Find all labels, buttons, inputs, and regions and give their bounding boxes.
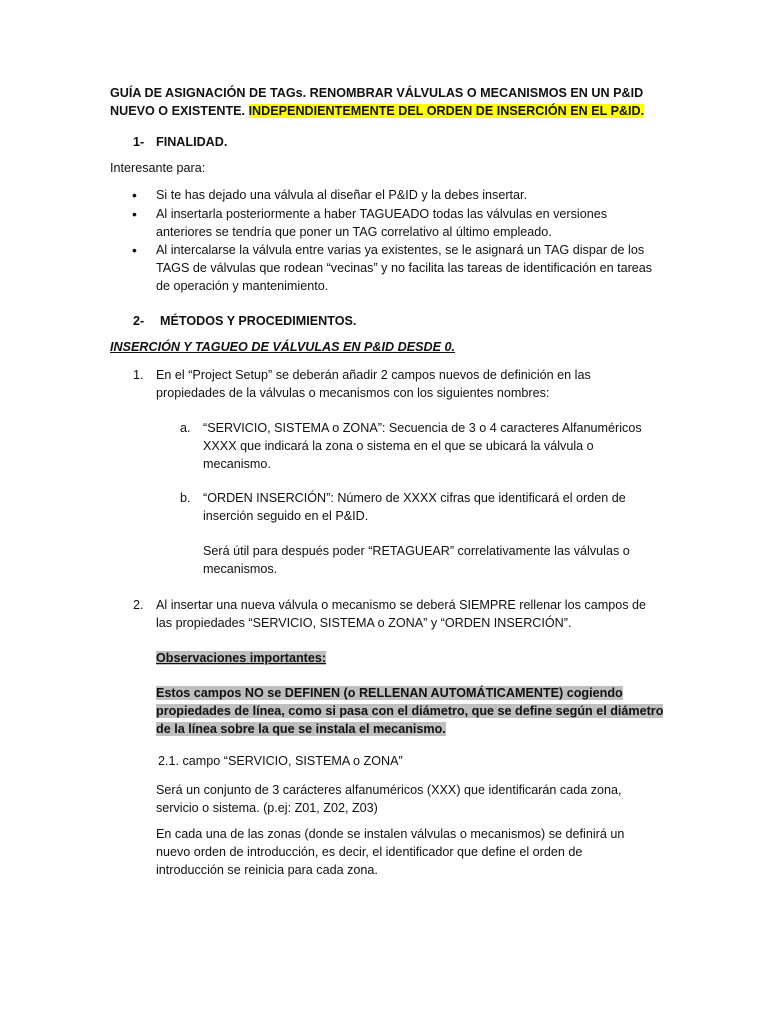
item-b-note: Será útil para después poder “RETAGUEAR” correlativamente las válvulas o mecanismos. (203, 544, 630, 576)
list-item: Si te has dejado una válvula al diseñar el P&ID y la debes insertar. (156, 188, 528, 202)
subheading-insercion: INSERCIÓN Y TAGUEO DE VÁLVULAS EN P&ID DESDE 0. (110, 340, 455, 354)
item-b-letter: b. (180, 491, 191, 505)
item-b-text: “ORDEN INSERCIÓN”: Número de XXXX cifras que identificará el orden de inserción seguido en el P&ID. (203, 491, 626, 523)
item2-number: 2. (133, 598, 144, 612)
bullet-icon: • (132, 206, 137, 222)
item1-number: 1. (133, 368, 144, 382)
subsection-2-1-heading: 2.1. campo “SERVICIO, SISTEMA o ZONA” (158, 754, 403, 768)
doc-title-line2 (110, 102, 670, 120)
section1-number: 1- (133, 135, 145, 149)
bullet-icon: • (132, 187, 137, 203)
item-a-text: “SERVICIO, SISTEMA o ZONA”: Secuencia de 3 o 4 caracteres Alfanuméricos XXXX que indicará la zona o sistema en el que se ubicará la válvula o mecanismo. (203, 421, 642, 471)
intro-text: Interesante para: (110, 161, 206, 175)
doc-title-plain: NUEVO O EXISTENTE. (110, 104, 246, 118)
doc-title-highlight: INDEPENDIENTEMENTE DEL ORDEN DE INSERCIÓN EN EL P&ID. (248, 104, 645, 118)
item-a-letter: a. (180, 421, 191, 435)
item2-text: Al insertar una nueva válvula o mecanismo se deberá SIEMPRE rellenar los campos de las propiedades “SERVICIO, SISTEMA o ZONA” y “ORDEN INSERCIÓN”. (156, 598, 647, 630)
item1-text: En el “Project Setup” se deberán añadir 2 campos nuevos de definición en las propiedades de la válvulas o mecanismos con los siguientes nombres: (156, 368, 591, 400)
observations-title: Observaciones importantes: (156, 651, 327, 665)
observations-line: Estos campos NO se DEFINEN (o RELLENAN AUTOMÁTICAMENTE) cogiendo (156, 686, 623, 700)
section1-heading: FINALIDAD. (156, 135, 228, 149)
paragraph-orden-introduccion: En cada una de las zonas (donde se instalen válvulas o mecanismos) se definirá un nuevo orden de introducción, es decir, el identificador que define el orden de introducción se reinicia para cada zona. (156, 827, 625, 877)
list-item: Al intercalarse la válvula entre varias ya existentes, se le asignará un TAG dispar de los TAGS de válvulas que rodean “vecinas” y no facilita las tareas de identificación en tareas de operación y mantenimiento. (156, 243, 653, 293)
observations-line: propiedades de línea, como si pasa con el diámetro, que se define según el diámetro (156, 704, 664, 718)
observations-line: de la línea sobre la que se instala el mecanismo. (156, 722, 446, 736)
section2-heading: MÉTODOS Y PROCEDIMIENTOS. (160, 314, 357, 328)
doc-title-line1: GUÍA DE ASIGNACIÓN DE TAGs. RENOMBRAR VÁLVULAS O MECANISMOS EN UN P&ID (110, 86, 644, 100)
section2-number: 2- (133, 314, 145, 328)
list-item: Al insertarla posteriormente a haber TAGUEADO todas las válvulas en versiones anteriores se tendría que poner un TAG correlativo al último empleado. (156, 207, 608, 239)
observations-box (156, 684, 676, 738)
paragraph-zona-definition: Será un conjunto de 3 carácteres alfanuméricos (XXX) que identificarán cada zona, servicio o sistema. (p.ej: Z01, Z02, Z03) (156, 783, 622, 815)
bullet-icon: • (132, 242, 137, 258)
